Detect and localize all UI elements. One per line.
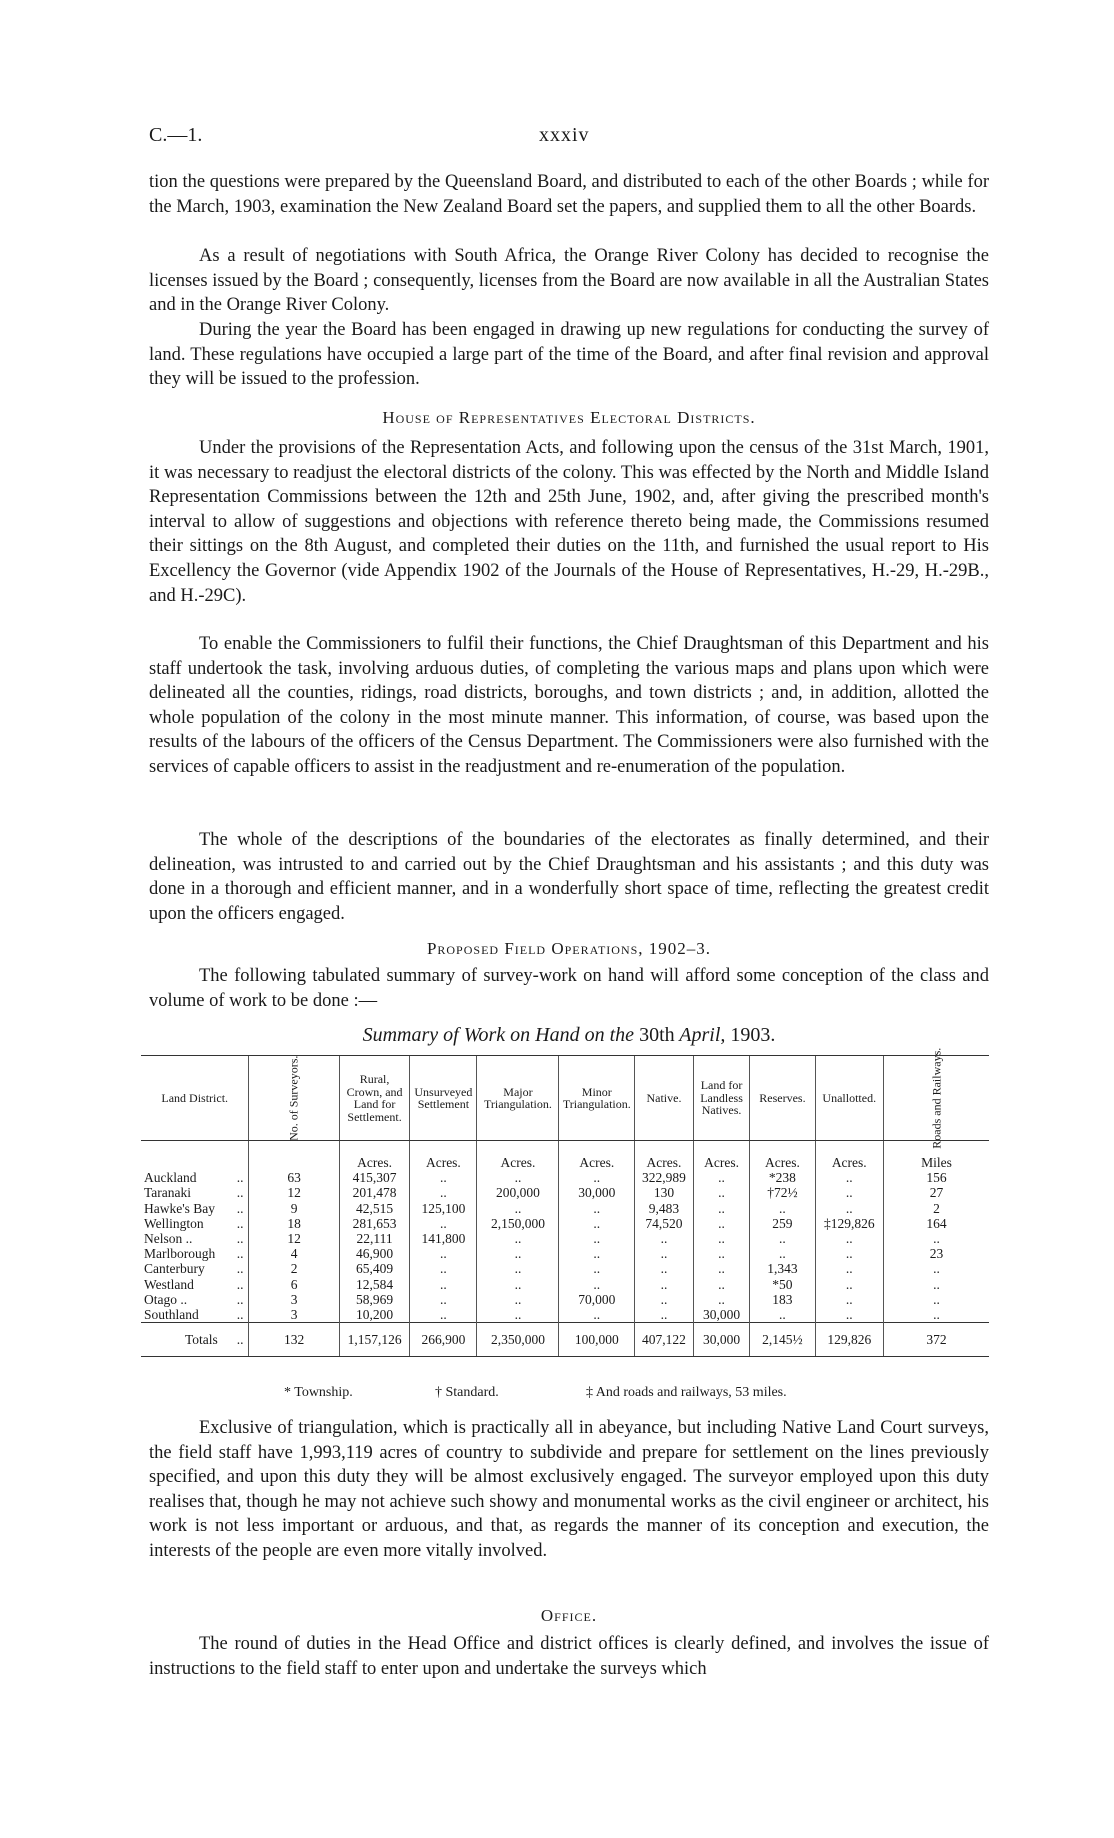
table-cell: 4 xyxy=(249,1246,339,1261)
header-unsurveyed: Unsurveyed Settlement xyxy=(410,1056,477,1141)
table-cell: .. xyxy=(477,1292,559,1307)
table-cell: .. xyxy=(477,1307,559,1323)
paragraph-7: The following tabulated summary of survey-work on hand will afford some conception of the class and volume of work to be done :— xyxy=(149,966,989,1011)
table-cell: 74,520 xyxy=(635,1216,694,1231)
table-cell: .. xyxy=(559,1231,635,1246)
paragraph-8: Exclusive of triangulation, which is practically all in abeyance, but including Native Land Court surveys, the field staff have 1,993,119 acres of country to subdivide and prepare for settlement on the lines previously specified, and upon this duty they will be almost exclusively engaged. The surveyor employed upon this duty realises that, though he may not achieve such showy and monumental works as the civil engineer or architect, his work is not less important or arduous, and that, as regards the manner of its conception and execution, the interests of the people are even more vitally involved. xyxy=(149,1418,989,1561)
table-cell: 415,307 xyxy=(339,1170,410,1185)
table-cell: .. xyxy=(635,1292,694,1307)
district-name: Southland .. xyxy=(144,1307,244,1323)
table-cell: 30,000 xyxy=(559,1185,635,1200)
table-cell: .. xyxy=(815,1277,883,1292)
table-cell: 130 xyxy=(635,1185,694,1200)
table-cell: .. xyxy=(559,1307,635,1323)
table-cell: .. xyxy=(559,1201,635,1216)
table-cell: .. xyxy=(635,1307,694,1323)
total-cell: 372 xyxy=(883,1323,989,1357)
table-cell: 6 xyxy=(249,1277,339,1292)
document-reference: C.—1. xyxy=(149,124,203,146)
table-cell: 70,000 xyxy=(559,1292,635,1307)
table-row xyxy=(141,1216,989,1231)
table-cell: 22,111 xyxy=(339,1231,410,1246)
total-cell: 2,350,000 xyxy=(477,1323,559,1357)
total-cell: 129,826 xyxy=(815,1323,883,1357)
table-cell: 156 xyxy=(883,1170,989,1185)
paragraph-4: Under the provisions of the Representation Acts, and following upon the census of the 31st March, 1901, it was necessary to readjust the electoral districts of the colony. This was effected by the North and Middle Island Representation Commissions between the 12th and 25th June, 1902, and, after giving the prescribed month's interval to allow of suggestions and objections with reference thereto being made, the Commissions resumed their sittings on the 8th August, and completed their duties on the 11th, and furnished the usual report to His Excellency the Governor (vide Appendix 1902 of the Journals of the House of Representatives, H.-29, H.-29B., and H.-29C). xyxy=(149,438,989,606)
table-cell: 164 xyxy=(883,1216,989,1231)
paragraph-3: During the year the Board has been engaged in drawing up new regulations for conducting the survey of land. These regulations have occupied a large part of the time of the Board, and after final revision and approval they will be issued to the profession. xyxy=(149,320,989,390)
table-row xyxy=(141,1170,989,1185)
table-cell: .. xyxy=(559,1216,635,1231)
table-cell: 2 xyxy=(249,1261,339,1276)
page-header xyxy=(149,124,989,148)
table-cell: .. xyxy=(410,1261,477,1276)
table-cell: .. xyxy=(477,1277,559,1292)
table-cell: 3 xyxy=(249,1307,339,1323)
district-name: Canterbury .. xyxy=(144,1261,244,1277)
table-cell: .. xyxy=(815,1201,883,1216)
unit-cell: Acres. xyxy=(815,1141,883,1171)
table-cell: .. xyxy=(883,1307,989,1323)
table-cell: .. xyxy=(693,1170,749,1185)
caption-text: Summary of Work on Hand on the xyxy=(362,1024,635,1046)
table-cell: .. xyxy=(693,1185,749,1200)
table-cell: .. xyxy=(883,1261,989,1276)
unit-cell: Acres. xyxy=(693,1141,749,1171)
heading-electoral-districts: House of Representatives Electoral Districts. xyxy=(382,408,756,427)
totals-row xyxy=(141,1323,989,1357)
header-landless-natives: Land for Landless Natives. xyxy=(693,1056,749,1141)
table-cell: .. xyxy=(477,1246,559,1261)
table-cell: 2 xyxy=(883,1201,989,1216)
table-cell: .. xyxy=(693,1277,749,1292)
paragraph-1: tion the questions were prepared by the Queensland Board, and distributed to each of the other Boards ; while for the March, 1903, examination the New Zealand Board set the papers, and supplied them to all the other Boards. xyxy=(149,172,989,217)
summary-table xyxy=(141,1047,989,1357)
total-cell: 100,000 xyxy=(559,1323,635,1357)
unit-cell: Acres. xyxy=(750,1141,815,1171)
district-name: Westland .. xyxy=(144,1276,244,1292)
table-cell: .. xyxy=(559,1246,635,1261)
table-cell: .. xyxy=(815,1307,883,1323)
unit-cell xyxy=(249,1141,339,1171)
table-cell: .. xyxy=(815,1261,883,1276)
footnote-roads: ‡ And roads and railways, 53 miles. xyxy=(586,1385,787,1400)
table-header-row xyxy=(141,1056,989,1141)
total-cell: 2,145½ xyxy=(750,1323,815,1357)
table-cell: .. xyxy=(815,1292,883,1307)
table-cell: .. xyxy=(410,1246,477,1261)
paragraph-9: The round of duties in the Head Office and district offices is clearly defined, and involves the issue of instructions to the field staff to enter upon and undertake the surveys which xyxy=(149,1634,989,1679)
table-cell: .. xyxy=(815,1170,883,1185)
unit-cell: Acres. xyxy=(559,1141,635,1171)
total-cell: 407,122 xyxy=(635,1323,694,1357)
total-cell: 30,000 xyxy=(693,1323,749,1357)
district-name: Taranaki .. xyxy=(144,1185,244,1201)
table-cell: 259 xyxy=(750,1216,815,1231)
table-cell: .. xyxy=(410,1277,477,1292)
table-cell: .. xyxy=(477,1201,559,1216)
table-cell: .. xyxy=(410,1292,477,1307)
units-row xyxy=(141,1141,989,1171)
district-name: Auckland .. xyxy=(144,1170,244,1186)
table-cell: 9 xyxy=(249,1201,339,1216)
table-row xyxy=(141,1261,989,1276)
page-number: xxxiv xyxy=(539,124,590,146)
table-cell: .. xyxy=(410,1170,477,1185)
caption-month: April, xyxy=(679,1024,726,1046)
table-cell: .. xyxy=(750,1231,815,1246)
table-cell: 46,900 xyxy=(339,1246,410,1261)
table-cell: 10,200 xyxy=(339,1307,410,1323)
table-cell: .. xyxy=(693,1231,749,1246)
unit-cell: Acres. xyxy=(339,1141,410,1171)
table-cell: .. xyxy=(477,1170,559,1185)
district-name: Nelson .. .. xyxy=(144,1231,244,1247)
table-cell: .. xyxy=(410,1185,477,1200)
caption-year: 1903. xyxy=(730,1024,776,1046)
header-land-district: Land District. xyxy=(141,1056,249,1141)
table-cell: 30,000 xyxy=(693,1307,749,1323)
unit-cell: Acres. xyxy=(477,1141,559,1171)
unit-cell: Miles xyxy=(883,1141,989,1171)
table-row xyxy=(141,1292,989,1307)
table-cell: 3 xyxy=(249,1292,339,1307)
header-surveyors: No. of Surveyors. xyxy=(249,1056,339,1141)
table-cell: .. xyxy=(559,1277,635,1292)
table-caption xyxy=(149,1024,989,1047)
header-native: Native. xyxy=(635,1056,694,1141)
footnote-standard: † Standard. xyxy=(435,1385,499,1400)
table-cell: .. xyxy=(410,1307,477,1323)
heading-field-operations: Proposed Field Operations, 1902–3. xyxy=(426,939,712,958)
header-major-triangulation: Major Triangulation. xyxy=(477,1056,559,1141)
table-cell: .. xyxy=(635,1246,694,1261)
unit-cell: Acres. xyxy=(635,1141,694,1171)
table-cell: .. xyxy=(750,1246,815,1261)
paragraph-2: As a result of negotiations with South Africa, the Orange River Colony has decided to recognise the licenses issued by the Board ; consequently, licenses from the Board are now available in all the Australian States and in the Orange River Colony. xyxy=(149,246,989,316)
table-cell: .. xyxy=(883,1231,989,1246)
table-cell: .. xyxy=(750,1201,815,1216)
header-minor-triangulation: Minor Triangulation. xyxy=(559,1056,635,1141)
table-cell: .. xyxy=(635,1231,694,1246)
table-row xyxy=(141,1201,989,1216)
table-cell: .. xyxy=(635,1277,694,1292)
header-unallotted: Unallotted. xyxy=(815,1056,883,1141)
table-cell: 125,100 xyxy=(410,1201,477,1216)
table-cell: †72½ xyxy=(750,1185,815,1200)
total-cell: 132 xyxy=(249,1323,339,1357)
header-reserves: Reserves. xyxy=(750,1056,815,1141)
table-cell: .. xyxy=(693,1261,749,1276)
table-row xyxy=(141,1246,989,1261)
table-cell: 281,653 xyxy=(339,1216,410,1231)
table-cell: .. xyxy=(815,1185,883,1200)
paragraph-5: To enable the Commissioners to fulfil their functions, the Chief Draughtsman of this Department and his staff undertook the task, involving arduous duties, of completing the various maps and plans upon which were delineated all the counties, ridings, road districts, boroughs, and town districts ; and, in addition, allotted the whole population of the colony in the most minute manner. This information, of course, was based upon the results of the labours of the officers of the Census Department. The Commissioners were also furnished with the services of capable officers to assist in the readjustment and re-enumeration of the population. xyxy=(149,634,989,777)
table-cell: 65,409 xyxy=(339,1261,410,1276)
table-row xyxy=(141,1185,989,1200)
table-cell: .. xyxy=(477,1261,559,1276)
table-cell: .. xyxy=(559,1261,635,1276)
table-row xyxy=(141,1307,989,1323)
table-cell: 141,800 xyxy=(410,1231,477,1246)
table-cell: 63 xyxy=(249,1170,339,1185)
paragraph-6: The whole of the descriptions of the boundaries of the electorates as finally determined, and their delineation, was intrusted to and carried out by the Chief Draughtsman and his assistants ; and this duty was done in a thorough and efficient manner, and in a wonderfully short space of time, reflecting the greatest credit upon the officers engaged. xyxy=(149,830,989,924)
district-name: Hawke's Bay .. xyxy=(144,1200,244,1216)
table-cell: .. xyxy=(815,1246,883,1261)
district-name: Otago .. .. xyxy=(144,1291,244,1307)
table-cell: 183 xyxy=(750,1292,815,1307)
table-cell: 18 xyxy=(249,1216,339,1231)
unit-cell: Acres. xyxy=(410,1141,477,1171)
table-cell: 12 xyxy=(249,1231,339,1246)
table-cell: 9,483 xyxy=(635,1201,694,1216)
table-cell: 12,584 xyxy=(339,1277,410,1292)
table-cell: 12 xyxy=(249,1185,339,1200)
table-cell: .. xyxy=(693,1216,749,1231)
table-cell: 27 xyxy=(883,1185,989,1200)
table-cell: .. xyxy=(883,1277,989,1292)
header-rural-crown: Rural, Crown, and Land for Settlement. xyxy=(339,1056,410,1141)
footnote-township: * Township. xyxy=(284,1385,353,1400)
table-row xyxy=(141,1277,989,1292)
total-cell: 1,157,126 xyxy=(339,1323,410,1357)
total-cell: 266,900 xyxy=(410,1323,477,1357)
table-cell: 23 xyxy=(883,1246,989,1261)
header-roads-railways: Roads and Railways. xyxy=(883,1056,989,1141)
table-row xyxy=(141,1231,989,1246)
table-cell: 58,969 xyxy=(339,1292,410,1307)
unit-cell xyxy=(141,1141,249,1171)
table-cell: 322,989 xyxy=(635,1170,694,1185)
totals-label: Totals .. xyxy=(141,1323,249,1357)
table-cell: *238 xyxy=(750,1170,815,1185)
table-cell: *50 xyxy=(750,1277,815,1292)
table-cell: 201,478 xyxy=(339,1185,410,1200)
table-cell: .. xyxy=(883,1292,989,1307)
table-cell: 1,343 xyxy=(750,1261,815,1276)
table-cell: .. xyxy=(815,1231,883,1246)
table-cell: .. xyxy=(477,1231,559,1246)
table-cell: .. xyxy=(635,1261,694,1276)
caption-day: 30th xyxy=(639,1024,675,1046)
table-cell: 2,150,000 xyxy=(477,1216,559,1231)
table-cell: .. xyxy=(559,1170,635,1185)
table-cell: ‡129,826 xyxy=(815,1216,883,1231)
table-cell: .. xyxy=(750,1307,815,1323)
table-cell: .. xyxy=(693,1246,749,1261)
district-name: Marlborough .. xyxy=(144,1246,244,1262)
table-cell: .. xyxy=(410,1216,477,1231)
table-cell: .. xyxy=(693,1201,749,1216)
table-cell: 200,000 xyxy=(477,1185,559,1200)
heading-office: Office. xyxy=(540,1606,598,1625)
table-cell: 42,515 xyxy=(339,1201,410,1216)
table-cell: .. xyxy=(693,1292,749,1307)
district-name: Wellington .. xyxy=(144,1215,244,1231)
